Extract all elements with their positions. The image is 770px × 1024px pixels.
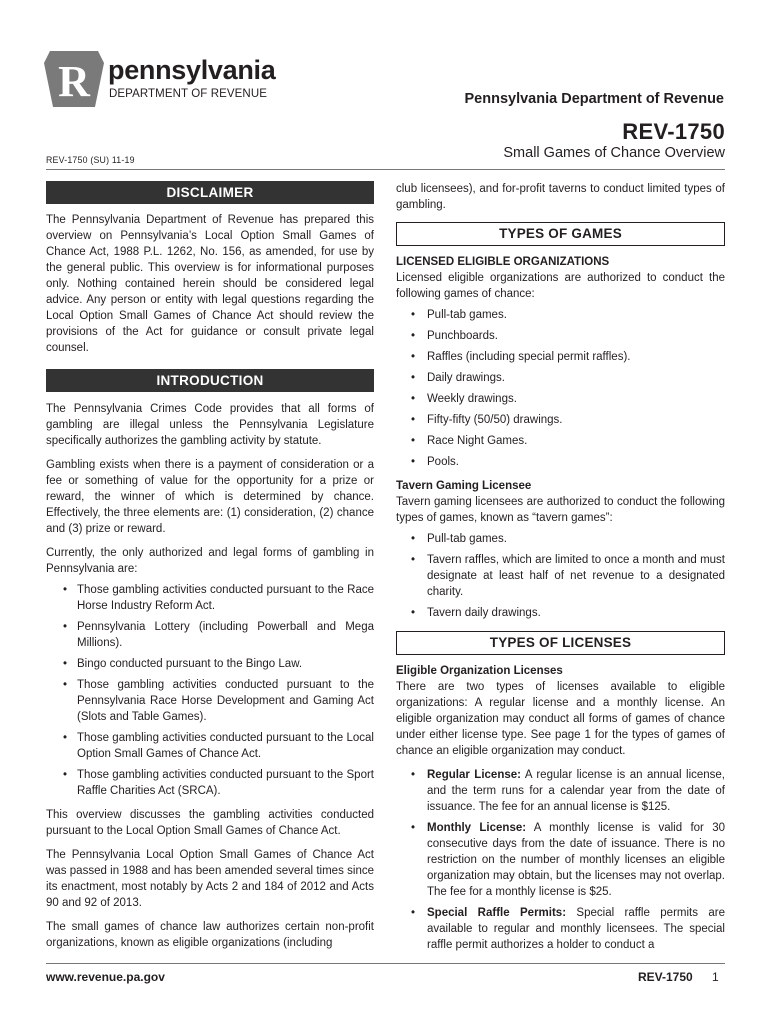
list-item: • Tavern daily drawings.	[396, 605, 725, 621]
form-title: REV-1750	[622, 119, 725, 144]
intro-paragraph-3: Currently, the only authorized and legal forms of gambling in Pennsylvania are:	[46, 547, 374, 575]
license-label: Monthly License:	[427, 822, 527, 834]
types-of-licenses-heading: TYPES OF LICENSES	[396, 631, 725, 655]
logo-letter: R	[58, 57, 90, 106]
list-item: • Pull-tab games.	[396, 307, 725, 323]
list-item	[396, 905, 725, 953]
list-item: • Tavern raffles, which are limited to once a month and must designate at least half of net revenue to a designated charity.	[396, 552, 725, 600]
list-item: • Weekly drawings.	[396, 391, 725, 407]
list-item: • Race Night Games.	[396, 433, 725, 449]
list-item	[396, 767, 725, 815]
intro-paragraph-2: Gambling exists when there is a payment of consideration or a fee or something of value for the opportunity for a prize or reward, the winner of which is determined by chance. Effectively, the three elements are: (1) consideration, (2) chance and (3) prize or reward.	[46, 459, 374, 535]
list-item: • Those gambling activities conducted pursuant to the Sport Raffle Charities Act (SRCA).	[46, 767, 374, 799]
eligible-organization-licenses-heading: Eligible Organization Licenses	[396, 665, 563, 677]
tavern-gaming-heading: Tavern Gaming Licensee	[396, 480, 532, 492]
list-item: • Raffles (including special permit raffles).	[396, 349, 725, 365]
intro-paragraph-6: The small games of chance law authorizes certain non-profit organizations, known as eligible organizations (including	[46, 921, 374, 949]
intro-paragraph-1: The Pennsylvania Crimes Code provides that all forms of gambling are illegal unless the Pennsylvania Legislature specifically authorizes the gambling activity by statute.	[46, 403, 374, 447]
form-subtitle: Small Games of Chance Overview	[503, 145, 725, 161]
licensed-eligible-organizations-heading: LICENSED ELIGIBLE ORGANIZATIONS	[396, 256, 610, 268]
footer-divider	[46, 963, 725, 964]
left-column	[46, 181, 374, 951]
eligible-organization-licenses-text: There are two types of licenses available to eligible organizations: A regular license and a monthly license. An eligible organization may conduct all forms of games of chance under either license type. See page 1 for the types of games of chance an eligible organization may conduct.	[396, 681, 725, 757]
list-item: • Pools.	[396, 454, 725, 470]
license-description: A monthly license is valid for 30 consecutive days from the date of issuance. There is no restriction on the number of monthly licenses an eligible organization may obtain, but the licenses may not overlap. The fee for a monthly license is $25.	[427, 822, 725, 898]
license-description: A regular license is an annual license, and the term runs for a calendar year from the date of issuance. The fee for an annual license is $125.	[427, 769, 726, 813]
intro-paragraph-4: This overview discusses the gambling activities conducted pursuant to the Local Option Small Games of Chance Act.	[46, 809, 374, 837]
brand-name: pennsylvania	[108, 55, 276, 85]
legal-gambling-list	[46, 582, 374, 799]
introduction-heading: INTRODUCTION	[46, 369, 374, 392]
disclaimer-heading: DISCLAIMER	[46, 181, 374, 204]
licensed-eligible-organizations-text: Licensed eligible organizations are authorized to conduct the following games of chance:	[396, 272, 725, 300]
license-label: Special Raffle Permits:	[427, 907, 567, 919]
list-item: • Pull-tab games.	[396, 531, 725, 547]
form-code: REV-1750 (SU) 11-19	[46, 155, 135, 165]
keystone-logo-icon	[44, 50, 104, 108]
list-item: • Daily drawings.	[396, 370, 725, 386]
brand-department: DEPARTMENT OF REVENUE	[109, 88, 268, 100]
list-item: • Bingo conducted pursuant to the Bingo Law.	[46, 656, 374, 672]
footer-website-link[interactable]: www.revenue.pa.gov	[46, 970, 165, 984]
right-column	[396, 181, 725, 953]
list-item: • Those gambling activities conducted pursuant to the Pennsylvania Race Horse Development and Gaming Act (Slots and Table Games).	[46, 677, 374, 725]
license-description: Special raffle permits are available to regular and monthly licensees. The special raffle permit authorizes a holder to conduct a	[427, 907, 725, 951]
tavern-games-list	[396, 531, 725, 621]
tavern-gaming-text: Tavern gaming licensees are authorized to conduct the following types of games, known as “tavern games”:	[396, 496, 725, 524]
list-item: • Fifty-fifty (50/50) drawings.	[396, 412, 725, 428]
agency-name: Pennsylvania Department of Revenue	[464, 91, 724, 107]
license-label: Regular License:	[427, 769, 521, 781]
games-list	[396, 307, 725, 470]
list-item: • Pennsylvania Lottery (including Powerball and Mega Millions).	[46, 619, 374, 651]
list-item: • Punchboards.	[396, 328, 725, 344]
list-item	[396, 820, 725, 900]
list-item: • Those gambling activities conducted pursuant to the Race Horse Industry Reform Act.	[46, 582, 374, 614]
footer-form-code: REV-1750	[638, 970, 693, 984]
license-types-list	[396, 767, 725, 953]
continued-text: club licensees), and for-profit taverns to conduct limited types of gambling.	[396, 183, 725, 211]
types-of-games-heading: TYPES OF GAMES	[396, 222, 725, 246]
list-item: • Those gambling activities conducted pursuant to the Local Option Small Games of Chance Act.	[46, 730, 374, 762]
disclaimer-text: The Pennsylvania Department of Revenue has prepared this overview on Pennsylvania’s Local Option Small Games of Chance Act, 1988 P.L. 1262, No. 156, as amended, for use by the general public. This overview is for informational purposes only. Nothing contained herein should be considered legal advice. Any person or entity with legal questions regarding the Local Option Small Games of Chance Act should review the provisions of the Act for guidance or consult private legal counsel.	[46, 214, 374, 354]
header-divider	[46, 169, 725, 170]
page-number: 1	[712, 970, 719, 984]
intro-paragraph-5: The Pennsylvania Local Option Small Games of Chance Act was passed in 1988 and has been amended several times since its enactment, most notably by Acts 2 and 184 of 2012 and Acts 90 and 92 of 2013.	[46, 849, 374, 909]
